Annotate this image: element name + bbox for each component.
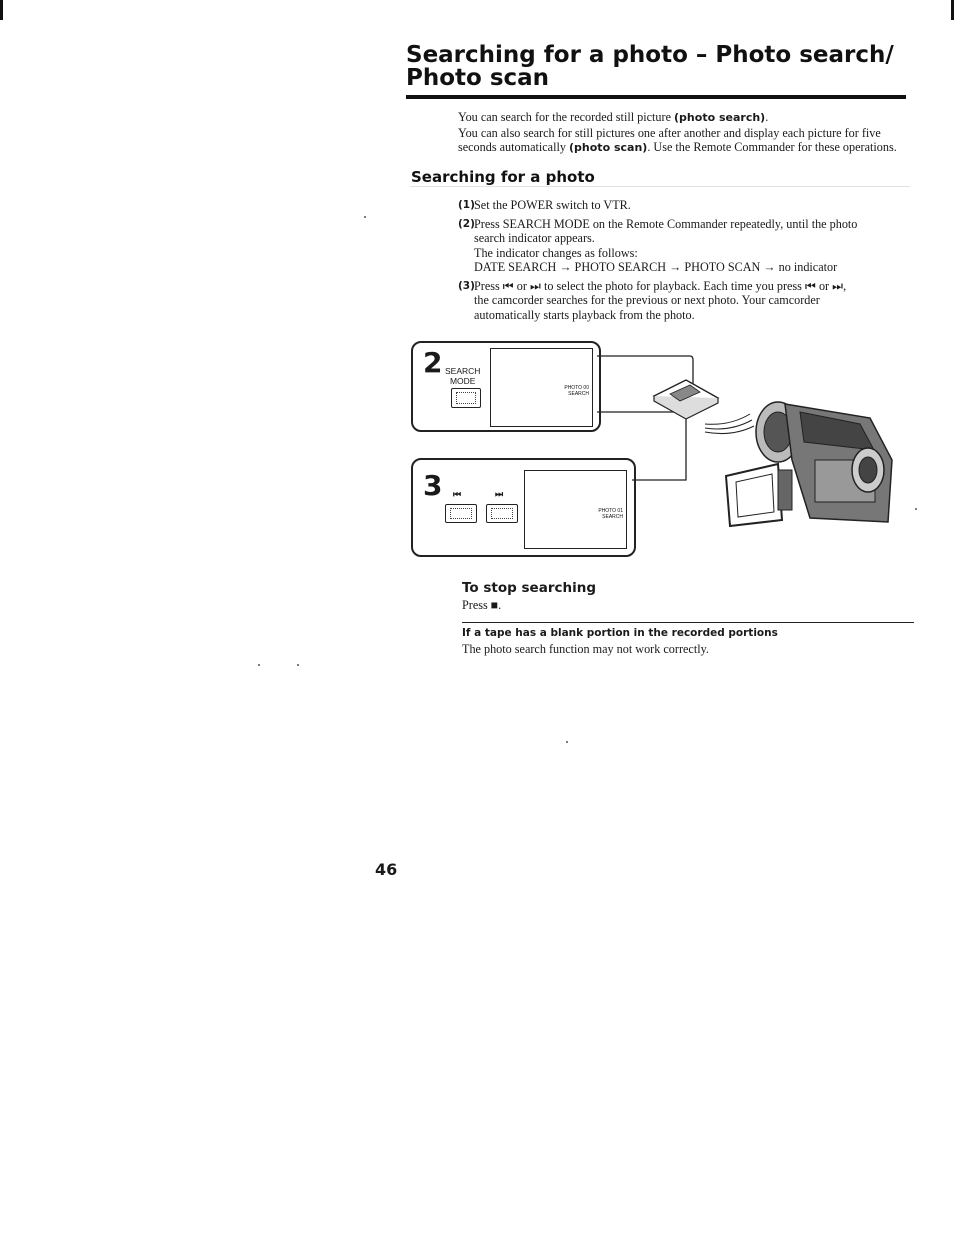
intro-text-1: You can search for the recorded still picture bbox=[458, 110, 675, 124]
intro-bold-photo-scan: (photo scan) bbox=[569, 141, 648, 154]
panel-3-osd-line-1: PHOTO 01 bbox=[598, 508, 623, 514]
step-3-number: (3) bbox=[458, 279, 475, 292]
note-rule bbox=[462, 622, 914, 623]
steps-list bbox=[458, 198, 913, 326]
step-1-line-1: Set the POWER switch to VTR. bbox=[474, 198, 631, 212]
remote-commander-icon bbox=[654, 380, 718, 419]
step-2-line-4: DATE SEARCH → PHOTO SEARCH → PHOTO SCAN → no indicator bbox=[474, 260, 838, 274]
scan-edge-mark-left bbox=[0, 0, 3, 20]
scan-speck bbox=[258, 664, 260, 666]
page-title bbox=[406, 44, 916, 90]
intro-end-2: . Use the Remote Commander for these operations. bbox=[647, 140, 897, 154]
step-3-line-2: the camcorder searches for the previous or next photo. Your camcorder bbox=[474, 293, 820, 307]
note-body: The photo search function may not work correctly. bbox=[462, 642, 709, 656]
step-1 bbox=[458, 198, 913, 213]
scan-speck bbox=[915, 508, 917, 510]
panel-2-osd-line-1: PHOTO 00 bbox=[564, 385, 589, 391]
scan-speck bbox=[364, 216, 366, 218]
search-mode-label-line-2: MODE bbox=[449, 375, 476, 386]
search-mode-label-line-1: SEARCH bbox=[445, 366, 481, 376]
figure-illustration bbox=[400, 340, 920, 540]
infrared-signal-icon bbox=[705, 414, 754, 434]
intro-end-1: . bbox=[765, 110, 769, 124]
intro-paragraph bbox=[458, 110, 908, 156]
intro-bold-photo-search: (photo search) bbox=[674, 111, 766, 124]
title-rule bbox=[406, 95, 906, 99]
panel-3-osd-line-2: SEARCH bbox=[602, 514, 623, 520]
panel-2-osd-line-2: SEARCH bbox=[568, 391, 589, 397]
connector-line-panel-3 bbox=[632, 410, 686, 480]
prev-symbol-label: ⏮ bbox=[453, 490, 461, 500]
intro-line-1 bbox=[458, 110, 908, 126]
note-heading: If a tape has a blank portion in the recorded portions bbox=[462, 627, 778, 639]
section-heading-rule bbox=[410, 186, 910, 187]
step-2-line-2: search indicator appears. bbox=[474, 231, 595, 245]
intro-text-2: You can also search for still pictures one after another and display each picture for five seconds automatically bbox=[458, 125, 881, 154]
page-title-line-1: Searching for a photo – Photo search/ bbox=[406, 42, 894, 68]
step-2-number: (2) bbox=[458, 217, 475, 230]
step-1-number: (1) bbox=[458, 199, 475, 211]
intro-line-2 bbox=[458, 126, 908, 156]
step-2-line-1: Press SEARCH MODE on the Remote Commander repeatedly, until the photo bbox=[474, 216, 858, 231]
step-3-line-1: Press ⏮ or ⏭ to select the photo for playback. Each time you press ⏮ or ⏭, bbox=[474, 278, 847, 293]
next-symbol-label: ⏭ bbox=[495, 490, 503, 500]
page-title-line-2: Photo scan bbox=[406, 65, 550, 91]
panel-2-number: 2 bbox=[423, 346, 443, 379]
stop-searching-body: Press ■. bbox=[462, 598, 502, 612]
page-number: 46 bbox=[375, 860, 398, 879]
stop-searching-heading: To stop searching bbox=[462, 580, 596, 596]
step-2-line-3: The indicator changes as follows: bbox=[474, 245, 638, 260]
step-3-line-3: automatically starts playback from the photo. bbox=[474, 307, 695, 322]
panel-3-number: 3 bbox=[423, 469, 443, 502]
scan-speck bbox=[297, 664, 299, 666]
section-heading: Searching for a photo bbox=[411, 168, 595, 186]
step-2 bbox=[458, 217, 913, 275]
step-3 bbox=[458, 279, 913, 323]
scan-speck bbox=[566, 741, 568, 743]
